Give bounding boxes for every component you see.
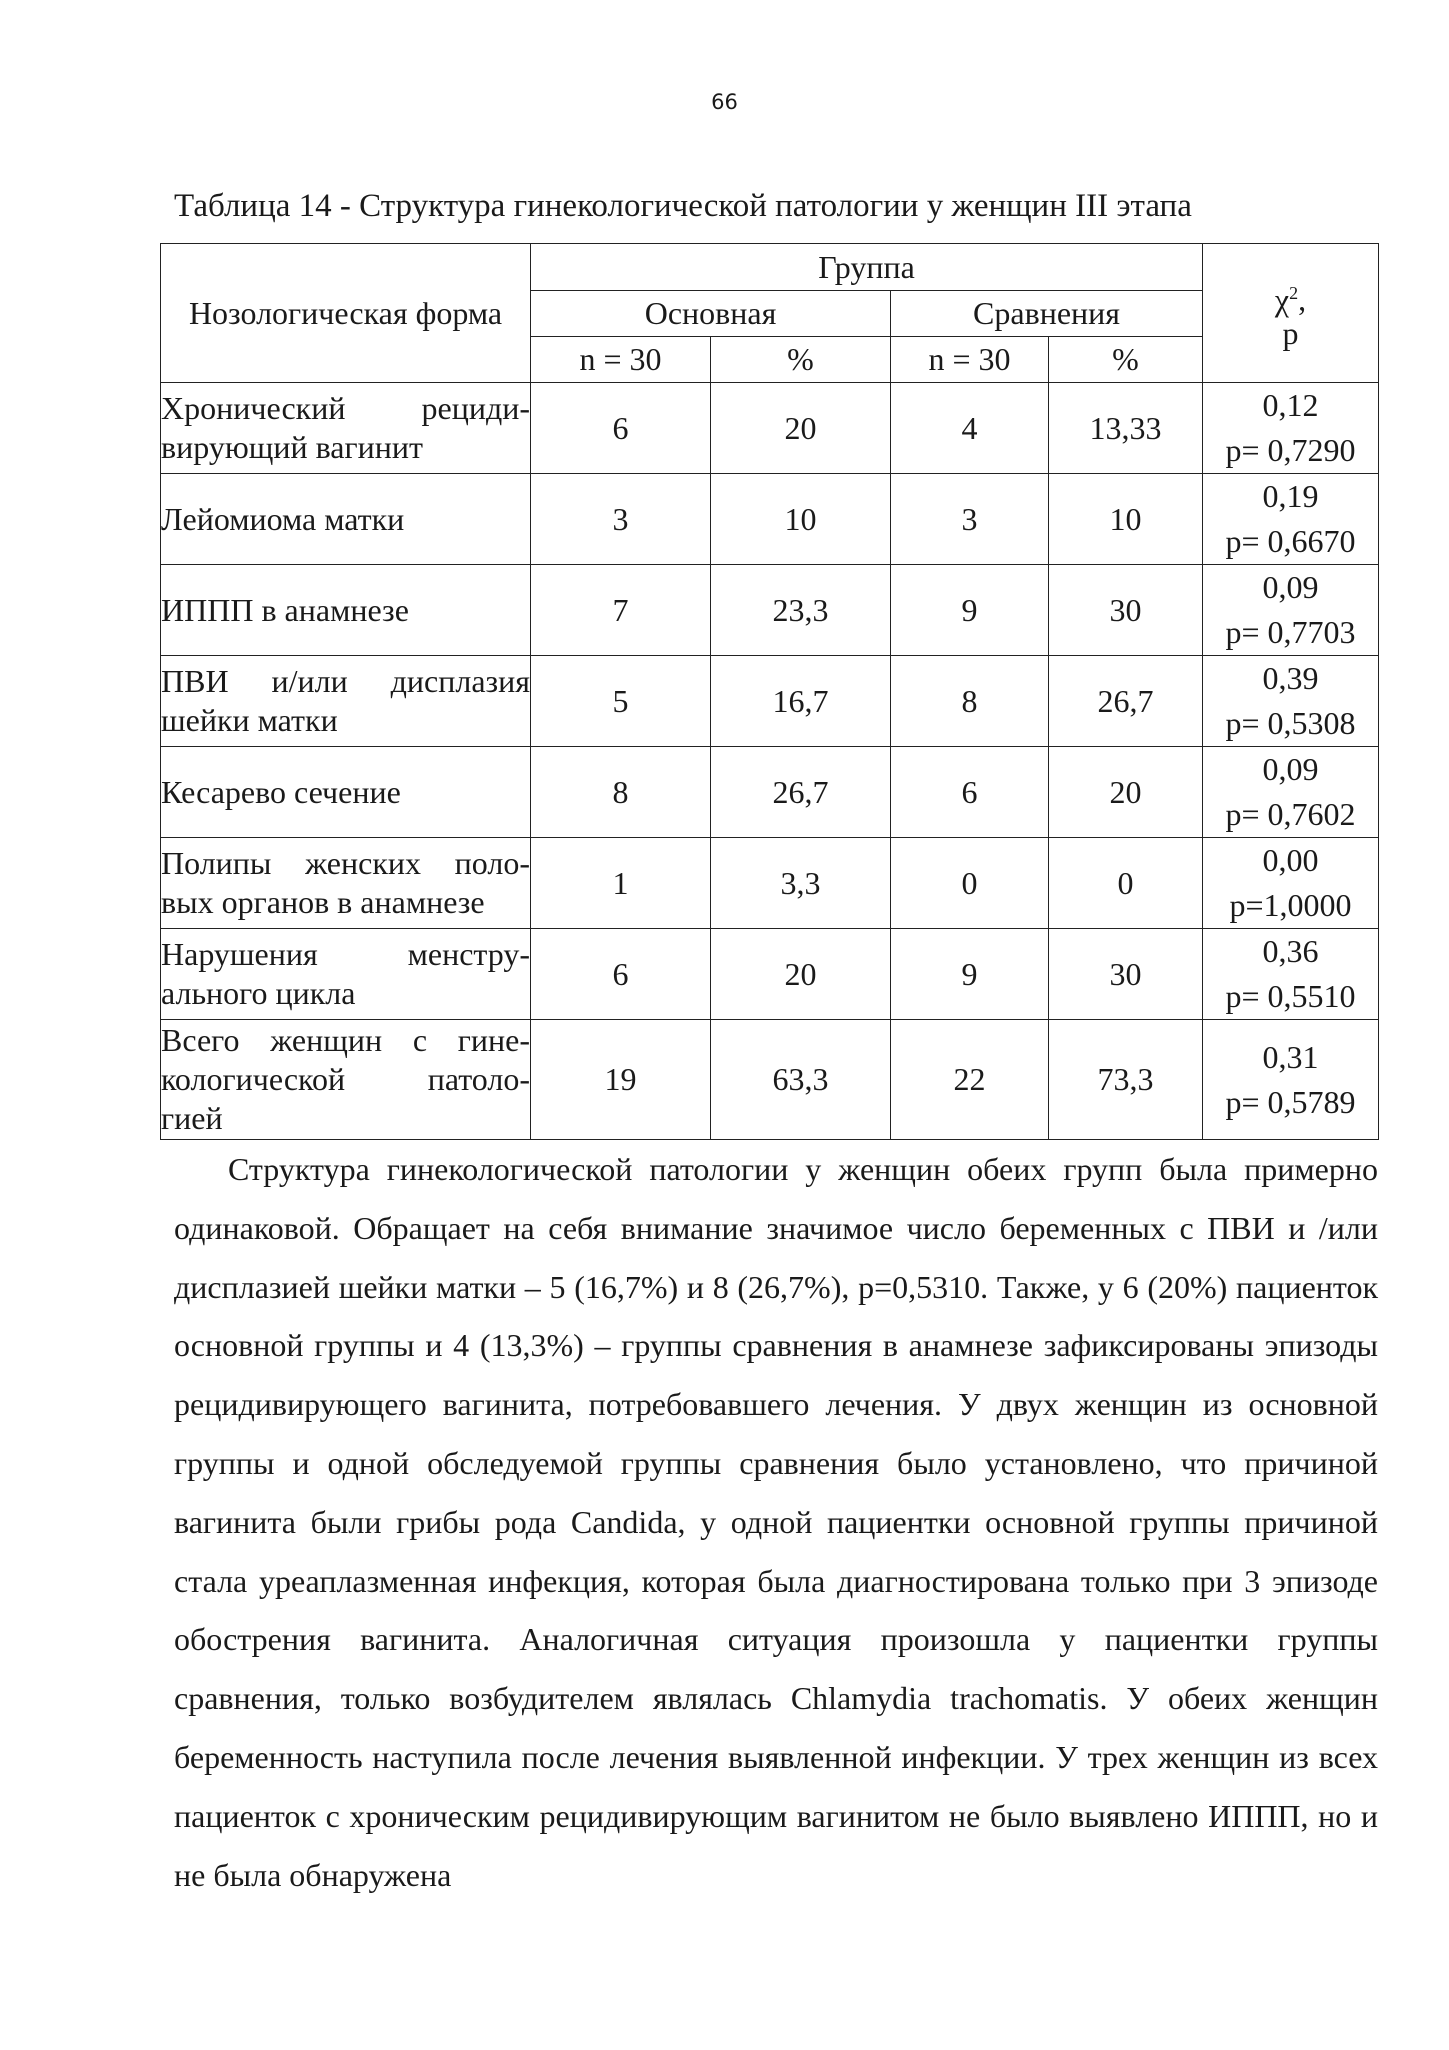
chi2-value: 0,00: [1262, 842, 1319, 878]
cell-n-comparison: 8: [891, 656, 1049, 747]
cell-chi-p: [1203, 474, 1379, 565]
row-name-line: Всего женщин с гине-: [161, 1022, 530, 1058]
table-row: [161, 1020, 1379, 1140]
row-name-line: шейки матки: [161, 702, 338, 738]
cell-n-main: 1: [531, 838, 711, 929]
chi-power: 2: [1289, 282, 1299, 303]
cell-n-main: 5: [531, 656, 711, 747]
header-group: Группа: [531, 244, 1203, 291]
table-row: [161, 656, 1379, 747]
row-name: [161, 838, 531, 929]
cell-n-main: 19: [531, 1020, 711, 1140]
cell-pct-comparison: 30: [1049, 565, 1203, 656]
table-row: [161, 383, 1379, 474]
cell-chi-p: [1203, 383, 1379, 474]
header-main-group: Основная: [531, 291, 891, 337]
pathology-table: [160, 243, 1379, 1140]
row-name-line: ИППП в анамнезе: [161, 591, 409, 628]
table-caption: Таблица 14 - Структура гинекологической патологии у женщин III этапа: [174, 188, 1192, 224]
chi2-value: 0,09: [1262, 751, 1319, 787]
cell-n-comparison: 6: [891, 747, 1049, 838]
p-value: p= 0,5510: [1225, 978, 1356, 1014]
header-comparison-group: Сравнения: [891, 291, 1203, 337]
row-name: [161, 747, 531, 838]
p-value: p= 0,5789: [1225, 1083, 1356, 1120]
row-name-line: Полипы женских поло-: [161, 845, 530, 881]
row-name: [161, 929, 531, 1020]
cell-pct-main: 3,3: [711, 838, 891, 929]
cell-pct-comparison: 20: [1049, 747, 1203, 838]
p-value: p= 0,7290: [1225, 432, 1356, 468]
chi-comma: ,: [1298, 281, 1307, 318]
cell-pct-main: 10: [711, 474, 891, 565]
cell-n-main: 8: [531, 747, 711, 838]
row-name: [161, 474, 531, 565]
chi2-value: 0,12: [1262, 387, 1319, 423]
p-value: p= 0,7602: [1225, 796, 1356, 832]
cell-pct-main: 20: [711, 383, 891, 474]
cell-pct-comparison: 73,3: [1049, 1020, 1203, 1140]
table-row: [161, 474, 1379, 565]
row-name-line: Нарушения менстру-: [161, 936, 530, 972]
row-name: [161, 1020, 531, 1140]
header-pct-comparison: %: [1049, 337, 1203, 383]
p-value: p= 0,7703: [1225, 614, 1356, 650]
row-name: [161, 656, 531, 747]
cell-pct-main: 20: [711, 929, 891, 1020]
chi-symbol: χ: [1274, 281, 1290, 318]
row-name-line: Лейомиома матки: [161, 500, 405, 537]
cell-chi-p: [1203, 1020, 1379, 1140]
cell-pct-comparison: 30: [1049, 929, 1203, 1020]
header-nosology: Нозологическая форма: [161, 244, 531, 383]
cell-chi-p: [1203, 838, 1379, 929]
row-name-line: кологической патоло-: [161, 1061, 530, 1097]
cell-pct-comparison: 10: [1049, 474, 1203, 565]
chi2-value: 0,39: [1262, 660, 1319, 696]
chi2-value: 0,09: [1262, 569, 1319, 605]
cell-pct-comparison: 26,7: [1049, 656, 1203, 747]
cell-pct-main: 63,3: [711, 1020, 891, 1140]
cell-n-main: 7: [531, 565, 711, 656]
row-name-line: гией: [161, 1100, 223, 1136]
cell-pct-comparison: 13,33: [1049, 383, 1203, 474]
p-value: p=1,0000: [1229, 887, 1352, 923]
cell-chi-p: [1203, 929, 1379, 1020]
chi-p-label: p: [1282, 315, 1299, 352]
row-name-line: ПВИ и/или дисплазия: [161, 663, 530, 699]
cell-pct-comparison: 0: [1049, 838, 1203, 929]
page-number: 66: [711, 90, 738, 114]
cell-pct-main: 26,7: [711, 747, 891, 838]
body-text: [174, 1140, 1378, 1904]
table-row: [161, 838, 1379, 929]
cell-n-comparison: 3: [891, 474, 1049, 565]
p-value: p= 0,6670: [1225, 523, 1356, 559]
cell-chi-p: [1203, 656, 1379, 747]
cell-chi-p: [1203, 747, 1379, 838]
cell-n-comparison: 0: [891, 838, 1049, 929]
table-row: [161, 565, 1379, 656]
table-row: [161, 929, 1379, 1020]
header-chi-square: [1203, 244, 1379, 383]
cell-n-main: 6: [531, 929, 711, 1020]
chi2-value: 0,36: [1262, 933, 1319, 969]
cell-n-comparison: 9: [891, 929, 1049, 1020]
row-name-line: вирующий вагинит: [161, 429, 423, 465]
chi2-value: 0,31: [1262, 1038, 1319, 1075]
cell-n-main: 3: [531, 474, 711, 565]
cell-n-comparison: 9: [891, 565, 1049, 656]
cell-n-main: 6: [531, 383, 711, 474]
row-name-line: вых органов в анамнезе: [161, 884, 485, 920]
cell-n-comparison: 4: [891, 383, 1049, 474]
header-n-comparison: n = 30: [891, 337, 1049, 383]
row-name-line: Хронический рециди-: [161, 390, 530, 426]
cell-pct-main: 16,7: [711, 656, 891, 747]
table-row: [161, 747, 1379, 838]
chi2-value: 0,19: [1262, 478, 1319, 514]
cell-pct-main: 23,3: [711, 565, 891, 656]
p-value: p= 0,5308: [1225, 705, 1356, 741]
cell-chi-p: [1203, 565, 1379, 656]
body-paragraph: Структура гинекологической патологии у женщин обеих групп была примерно одинаковой. Обращает на себя внимание значимое число беременных с ПВИ и /или дисплазией шейки матки – 5 (16,7%) и 8 (26,7%), p=0,5310. Также, у 6 (20%) пациенток основной группы и 4 (13,3%) – группы сравнения в анамнезе зафиксированы эпизоды рецидивирующего вагинита, потребовавшего лечения. У двух женщин из основной группы и одной обследуемой группы сравнения было установлено, что причиной вагинита были грибы рода Candida, у одной пациентки основной группы причиной стала уреаплазменная инфекция, которая была диагностирована только при 3 эпизоде обострения вагинита. Аналогичная ситуация произошла у пациентки группы сравнения, только возбудителем являлась Chlamydia trachomatis. У обеих женщин беременность наступила после лечения выявленной инфекции. У трех женщин из всех пациенток с хроническим рецидивирующим вагинитом не было выявлено ИППП, но и не была обнаружена: [174, 1151, 1378, 1893]
cell-n-comparison: 22: [891, 1020, 1049, 1140]
header-n-main: n = 30: [531, 337, 711, 383]
row-name: [161, 565, 531, 656]
header-pct-main: %: [711, 337, 891, 383]
row-name-line: Кесарево сечение: [161, 773, 401, 810]
row-name: [161, 383, 531, 474]
row-name-line: ального цикла: [161, 975, 356, 1011]
